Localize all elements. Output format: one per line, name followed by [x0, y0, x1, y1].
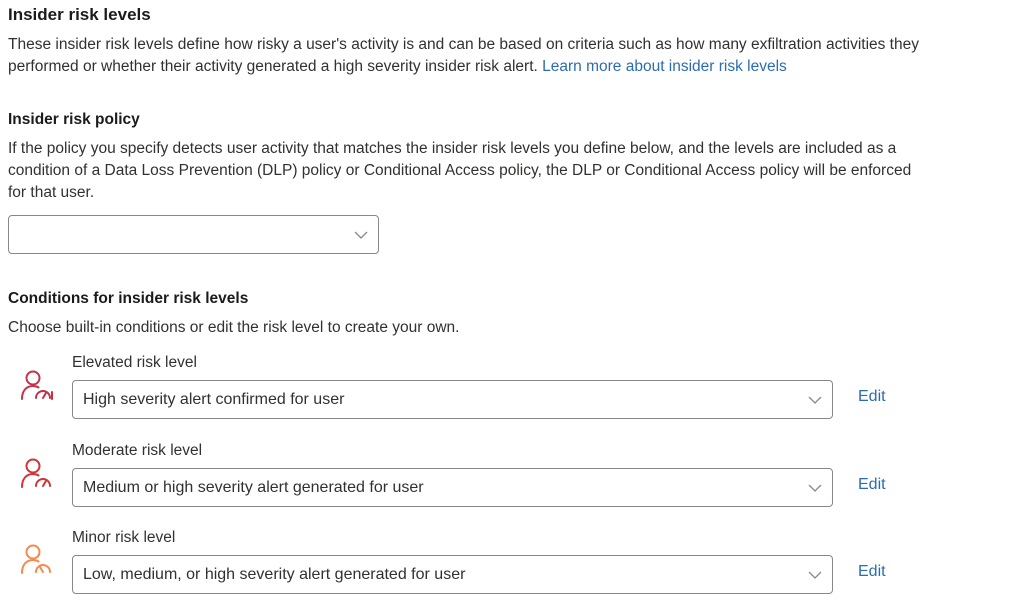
risk-condition-dropdown-minor[interactable]: [72, 555, 833, 594]
edit-minor-link[interactable]: Edit: [858, 563, 886, 580]
conditions-title: Conditions for insider risk levels: [8, 290, 249, 307]
conditions-description: Choose built-in conditions or edit the risk level to create your own.: [8, 319, 460, 336]
risk-condition-dropdown-moderate[interactable]: [72, 468, 833, 507]
policy-description: [8, 138, 1018, 204]
risk-condition-value-moderate: Medium or high severity alert generated for user: [83, 478, 424, 496]
chevron-down-icon: [808, 396, 822, 404]
edit-moderate-link[interactable]: Edit: [858, 476, 886, 493]
risk-level-label-moderate: Moderate risk level: [72, 442, 203, 459]
risk-condition-value-minor: Low, medium, or high severity alert generated for user: [83, 565, 466, 583]
policy-title: Insider risk policy: [8, 111, 140, 128]
learn-more-link[interactable]: Learn more about insider risk levels: [542, 58, 787, 75]
policy-description-line-3: for that user.: [8, 184, 95, 201]
policy-description-line-1: If the policy you specify detects user activity that matches the insider risk levels you define below, and the levels are included as a: [8, 140, 897, 157]
edit-elevated-link[interactable]: Edit: [858, 388, 886, 405]
section-title: Insider risk levels: [8, 5, 151, 24]
section-description: [8, 34, 1018, 78]
section-description-text: performed or whether their activity generated a high severity insider risk alert.: [8, 58, 538, 75]
user-risk-icon-elevated: [20, 369, 54, 403]
section-description-line-1: These insider risk levels define how risky a user's activity is and can be based on criteria such as how many exfiltration activities they: [8, 36, 919, 53]
risk-condition-dropdown-elevated[interactable]: [72, 380, 833, 419]
user-risk-icon-moderate: [20, 457, 54, 491]
user-risk-icon-minor: [20, 543, 54, 577]
policy-description-line-2: condition of a Data Loss Prevention (DLP) policy or Conditional Access policy, the DLP or Conditional Access policy will be enforced: [8, 162, 912, 179]
chevron-down-icon: [808, 484, 822, 492]
risk-level-label-minor: Minor risk level: [72, 529, 176, 546]
risk-condition-value-elevated: High severity alert confirmed for user: [83, 390, 345, 408]
policy-dropdown[interactable]: [8, 215, 379, 254]
section-description-line-2: [8, 56, 1018, 78]
risk-level-label-elevated: Elevated risk level: [72, 354, 197, 371]
chevron-down-icon: [354, 231, 368, 239]
chevron-down-icon: [808, 571, 822, 579]
